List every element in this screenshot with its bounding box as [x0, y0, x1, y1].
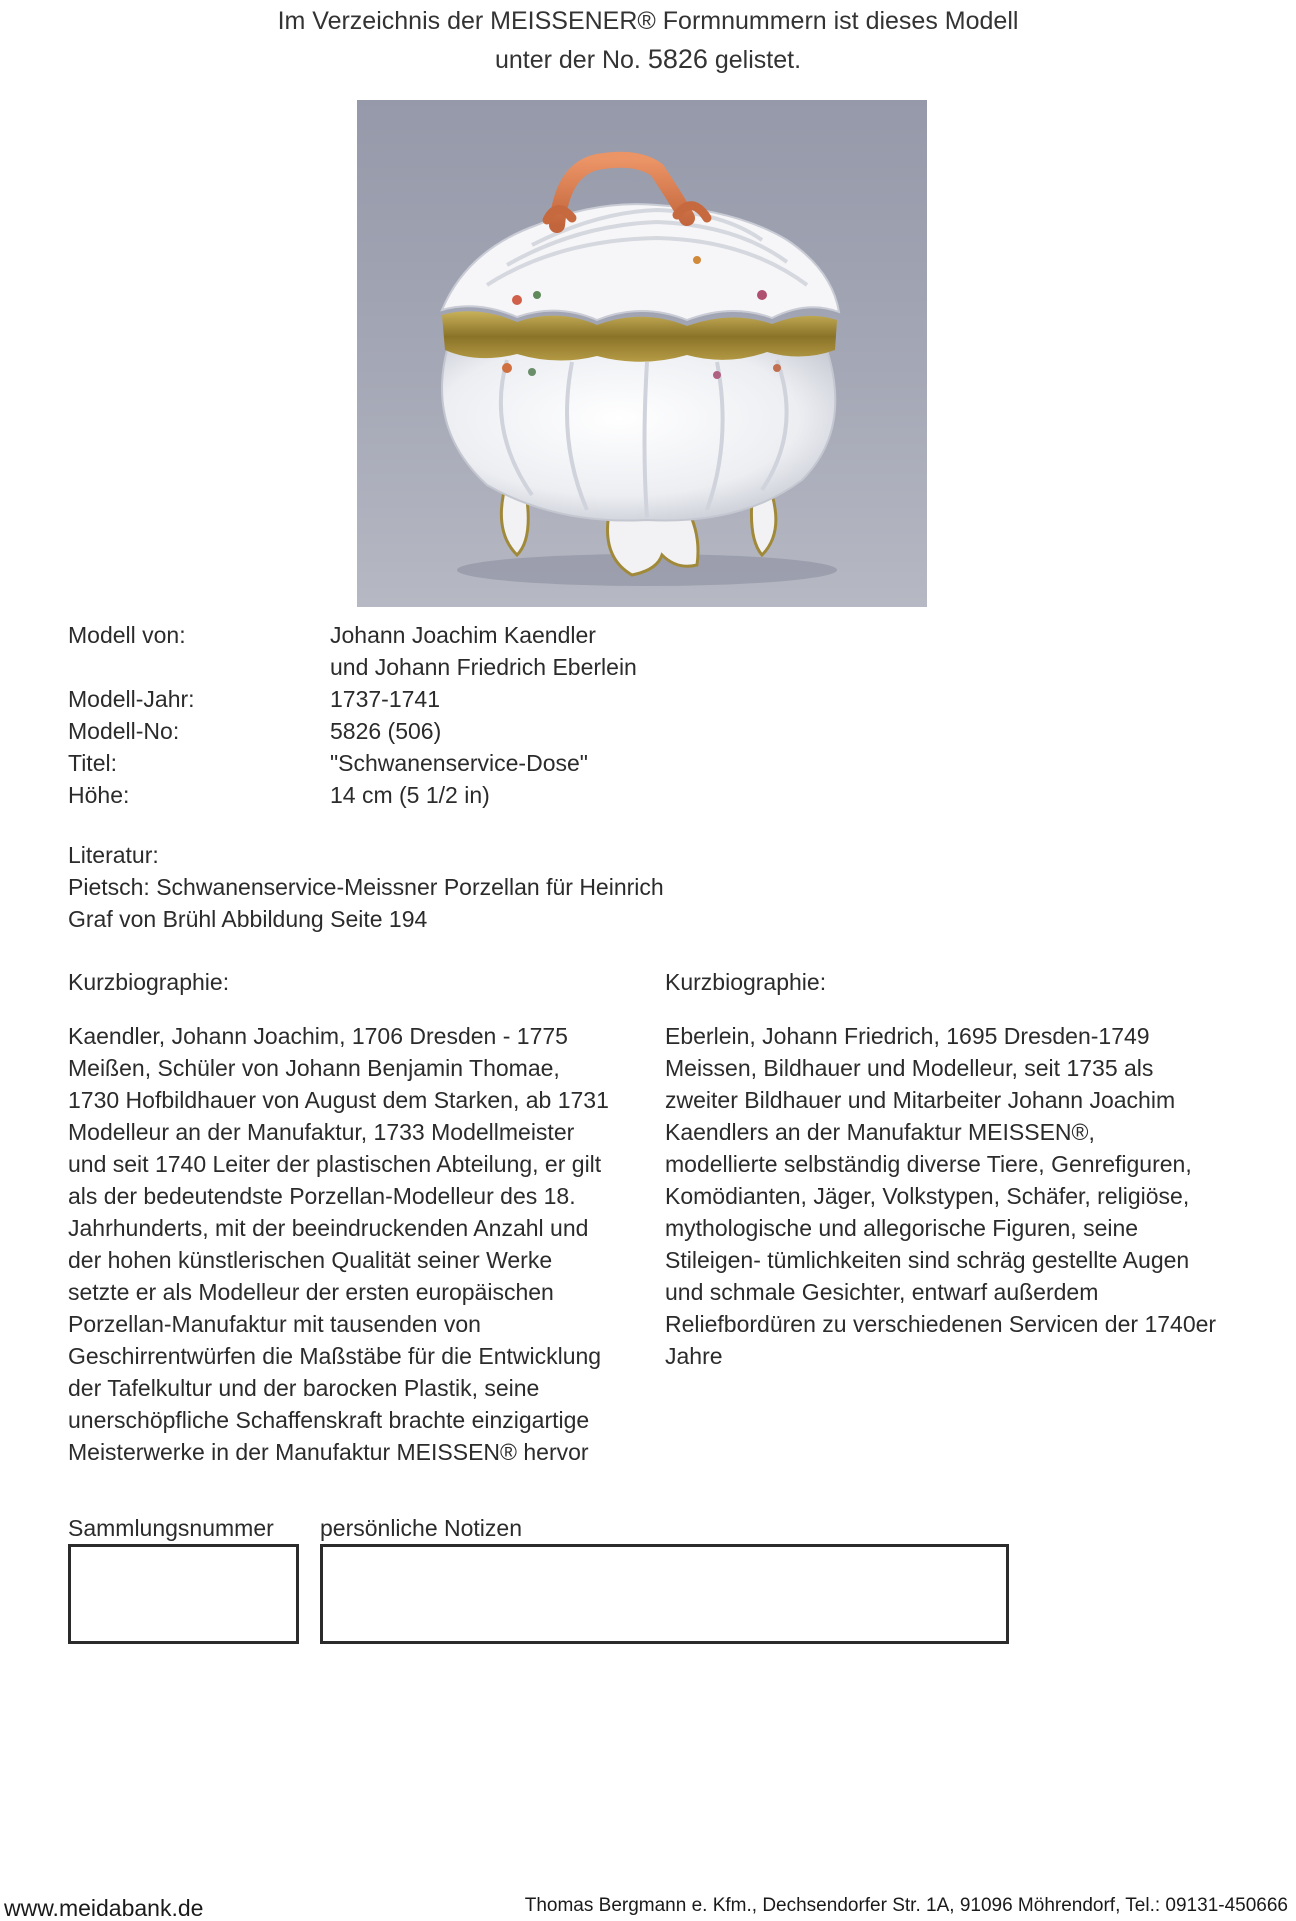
bio-right-line: und schmale Gesichter, entwarf außerdem: [665, 1279, 1099, 1305]
bio-left-line: Geschirrentwürfen die Maßstäbe für die Entwicklung: [68, 1343, 602, 1369]
notizen-field[interactable]: [320, 1544, 1009, 1644]
titel-label: Titel:: [68, 750, 117, 776]
bio-left-line: Modelleur an der Manufaktur, 1733 Modellmeister: [68, 1119, 575, 1145]
titel-value: "Schwanenservice-Dose": [330, 750, 588, 776]
bio-right-line: Reliefbordüren zu verschiedenen Servicen der 1740er: [665, 1311, 1217, 1337]
header-suffix: gelistet.: [714, 46, 802, 74]
footer-contact: Thomas Bergmann e. Kfm., Dechsendorfer Str. 1A, 91096 Möhrendorf, Tel.: 09131-450666: [524, 1895, 1288, 1916]
product-photo: [357, 100, 927, 607]
bio-right-line: modellierte selbständig diverse Tiere, Genrefiguren,: [665, 1151, 1192, 1177]
bio-right-title: Kurzbiographie:: [665, 969, 827, 995]
hoehe-value: 14 cm (5 1/2 in): [330, 782, 490, 808]
modell-jahr-label: Modell-Jahr:: [68, 686, 195, 712]
modell-von-value-1: Johann Joachim Kaendler: [330, 622, 596, 648]
literatur-section: [68, 839, 708, 935]
bio-left-line: Jahrhunderts, mit der beeindruckenden Anzahl und: [68, 1215, 589, 1241]
bio-left-line: 1730 Hofbildhauer von August dem Starken, ab 1731: [68, 1087, 609, 1113]
bio-right-line: Meissen, Bildhauer und Modelleur, seit 1735 als: [665, 1055, 1154, 1081]
page-header: [0, 2, 1296, 79]
literatur-line-1: Pietsch: Schwanenservice-Meissner Porzellan für Heinrich: [68, 874, 664, 900]
bio-left-line: der hohen künstlerischen Qualität seiner Werke: [68, 1247, 553, 1273]
detail-row-modell-von: [68, 619, 637, 651]
sammlungsnummer-field[interactable]: [68, 1544, 299, 1644]
bio-left-line: Meißen, Schüler von Johann Benjamin Thomae,: [68, 1055, 560, 1081]
bio-left-line: und seit 1740 Leiter der plastischen Abteilung, er gilt: [68, 1151, 602, 1177]
modell-no-label: Modell-No:: [68, 718, 180, 744]
modell-von-label: Modell von:: [68, 622, 186, 648]
bio-right-line: Komödianten, Jäger, Volkstypen, Schäfer, religiöse,: [665, 1183, 1190, 1209]
modell-von-value-2: und Johann Friedrich Eberlein: [330, 654, 637, 680]
literatur-label: Literatur:: [68, 842, 159, 868]
bio-left-line: unerschöpfliche Schaffenskraft brachte einzigartige: [68, 1407, 590, 1433]
modell-no-value: 5826 (506): [330, 718, 442, 744]
detail-row-titel: [68, 747, 637, 779]
bio-left-line: als der bedeutendste Porzellan-Modelleur des 18.: [68, 1183, 576, 1209]
model-number: 5826: [647, 44, 708, 74]
notizen-label: persönliche Notizen: [320, 1515, 523, 1541]
sammlungsnummer-label: Sammlungsnummer: [68, 1515, 274, 1541]
header-line-2: [0, 40, 1296, 79]
detail-row-modell-jahr: [68, 683, 637, 715]
footer-website[interactable]: www.meidabank.de: [4, 1895, 204, 1921]
modell-jahr-value: 1737-1741: [330, 686, 440, 712]
detail-row-modell-von-2: [68, 651, 637, 683]
bio-right-line: Eberlein, Johann Friedrich, 1695 Dresden-1749: [665, 1023, 1150, 1049]
bio-left-line: der Tafelkultur und der barocken Plastik, seine: [68, 1375, 540, 1401]
header-prefix: unter der No.: [494, 46, 641, 74]
bio-right-line: mythologische und allegorische Figuren, seine: [665, 1215, 1139, 1241]
literatur-line-2: Graf von Brühl Abbildung Seite 194: [68, 906, 428, 932]
bio-right-line: Kaendlers an der Manufaktur MEISSEN®,: [665, 1119, 1095, 1145]
porcelain-tureen-illustration: [357, 100, 927, 607]
bio-left-line: Porzellan-Manufaktur mit tausenden von: [68, 1311, 481, 1337]
model-details: [68, 619, 637, 811]
hoehe-label: Höhe:: [68, 782, 130, 808]
bio-left-title: Kurzbiographie:: [68, 969, 230, 995]
bio-left-line: setzte er als Modelleur der ersten europäischen: [68, 1279, 554, 1305]
bio-left-text: [68, 1020, 628, 1468]
bio-right-line: zweiter Bildhauer und Mitarbeiter Johann Joachim: [665, 1087, 1176, 1113]
bio-right-line: Stileigen- tümlichkeiten sind schräg gestellte Augen: [665, 1247, 1190, 1273]
detail-row-modell-no: [68, 715, 637, 747]
bio-right-line: Jahre: [665, 1343, 723, 1369]
bio-right-text: [665, 1020, 1245, 1372]
bio-left-line: Kaendler, Johann Joachim, 1706 Dresden - 1775: [68, 1023, 568, 1049]
detail-row-hoehe: [68, 779, 637, 811]
bio-left-line: Meisterwerke in der Manufaktur MEISSEN® hervor: [68, 1439, 589, 1465]
header-line-1: Im Verzeichnis der MEISSENER® Formnummern ist dieses Modell: [277, 7, 1019, 35]
